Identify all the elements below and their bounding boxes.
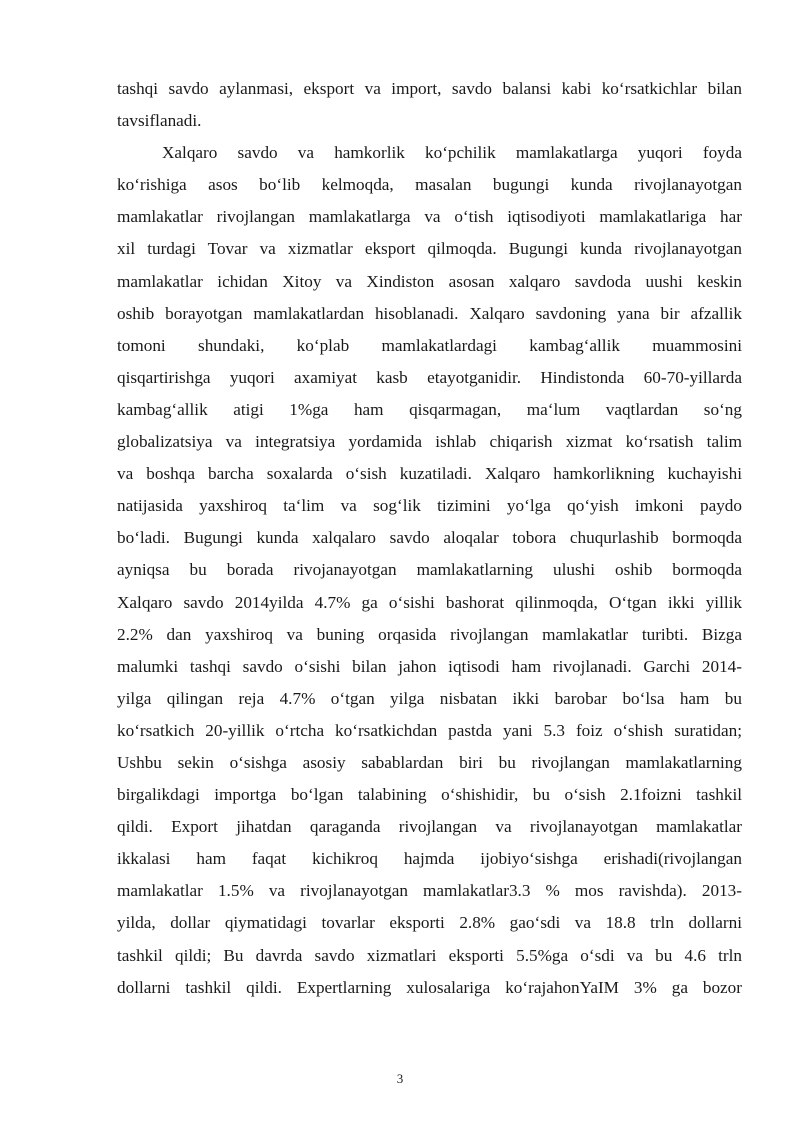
text-line: mamlakatlar 1.5% va rivojlanayotgan mamlakatlar3.3 % mos ravishda). 2013- [117,881,742,901]
page-number: 3 [396,1071,404,1086]
text-line: yilga qilingan reja 4.7% o‘tgan yilga nisbatan ikki barobar bo‘lsa ham bu [117,688,742,708]
text-line: birgalikdagi importga bo‘lgan talabining o‘shishidir, bu o‘sish 2.1foizni tashkil [117,785,742,805]
text-line: oshib borayotgan mamlakatlardan hisoblanadi. Xalqaro savdoning yana bir afzallik [117,303,742,323]
text-line: xil turdagi Tovar va xizmatlar eksport qilmoqda. Bugungi kunda rivojlanayotgan [117,239,742,259]
text-line: qildi. Export jihatdan qaraganda rivojlangan va rivojlanayotgan mamlakatlar [117,817,742,837]
text-line: tomoni shundaki, ko‘plab mamlakatlardagi kambag‘allik muammosini [117,335,742,355]
text-line: Ushbu sekin o‘sishga asosiy sabablardan biri bu rivojlangan mamlakatlarning [117,752,742,772]
text-line: ikkalasi ham faqat kichikroq hajmda ijobiyo‘sishga erishadi(rivojlangan [117,849,742,869]
text-line: tashkil qildi; Bu davrda savdo xizmatlari eksporti 5.5%ga o‘sdi va bu 4.6 trln [117,945,742,965]
text-line: mamlakatlar rivojlangan mamlakatlarga va o‘tish iqtisodiyoti mamlakatlariga har [117,207,742,227]
text-line: bo‘ladi. Bugungi kunda xalqalaro savdo aloqalar tobora chuqurlashib bormoqda [117,528,742,548]
text-line: natijasida yaxshiroq ta‘lim va sog‘lik tizimini yo‘lga qo‘yish imkoni paydo [117,496,742,516]
text-line: globalizatsiya va integratsiya yordamida ishlab chiqarish xizmat ko‘rsatish talim [117,432,742,452]
text-line: malumki tashqi savdo o‘sishi bilan jahon iqtisodi ham rivojlanadi. Garchi 2014- [117,656,742,676]
text-line: yilda, dollar qiymatidagi tovarlar eksporti 2.8% gao‘sdi va 18.8 trln dollarni [117,913,742,933]
text-line: ayniqsa bu borada rivojanayotgan mamlakatlarning ulushi oshib bormoqda [117,560,742,580]
text-line: kambag‘allik atigi 1%ga ham qisqarmagan, ma‘lum vaqtlardan so‘ng [117,399,742,419]
text-line: dollarni tashkil qildi. Expertlarning xulosalariga ko‘rajahonYaIM 3% ga bozor [117,977,742,997]
text-line: qisqartirishga yuqori axamiyat kasb etayotganidir. Hindistonda 60-70-yillarda [117,367,742,387]
paragraph-first-line: Xalqaro savdo va hamkorlik ko‘pchilik mamlakatlarga yuqori foyda [162,143,742,163]
text-line: va boshqa barcha soxalarda o‘sish kuzatiladi. Xalqaro hamkorlikning kuchayishi [117,464,742,484]
text-line: tashqi savdo aylanmasi, eksport va import, savdo balansi kabi ko‘rsatkichlar bilan [117,79,742,98]
text-line: tavsiflanadi. [117,111,202,131]
text-line: mamlakatlar ichidan Xitoy va Xindiston asosan xalqaro savdoda uushi keskin [117,271,742,291]
text-line: ko‘rsatkich 20-yillik o‘rtcha ko‘rsatkichdan pastda yani 5.3 foiz o‘shish suratidan; [117,720,742,740]
text-line: Xalqaro savdo 2014yilda 4.7% ga o‘sishi bashorat qilinmoqda, O‘tgan ikki yillik [117,592,742,612]
text-line: 2.2% dan yaxshiroq va buning orqasida rivojlangan mamlakatlar turibti. Bizga [117,624,742,644]
body-text [117,73,742,1004]
text-line: ko‘rishiga asos bo‘lib kelmoqda, masalan bugungi kunda rivojlanayotgan [117,175,742,195]
